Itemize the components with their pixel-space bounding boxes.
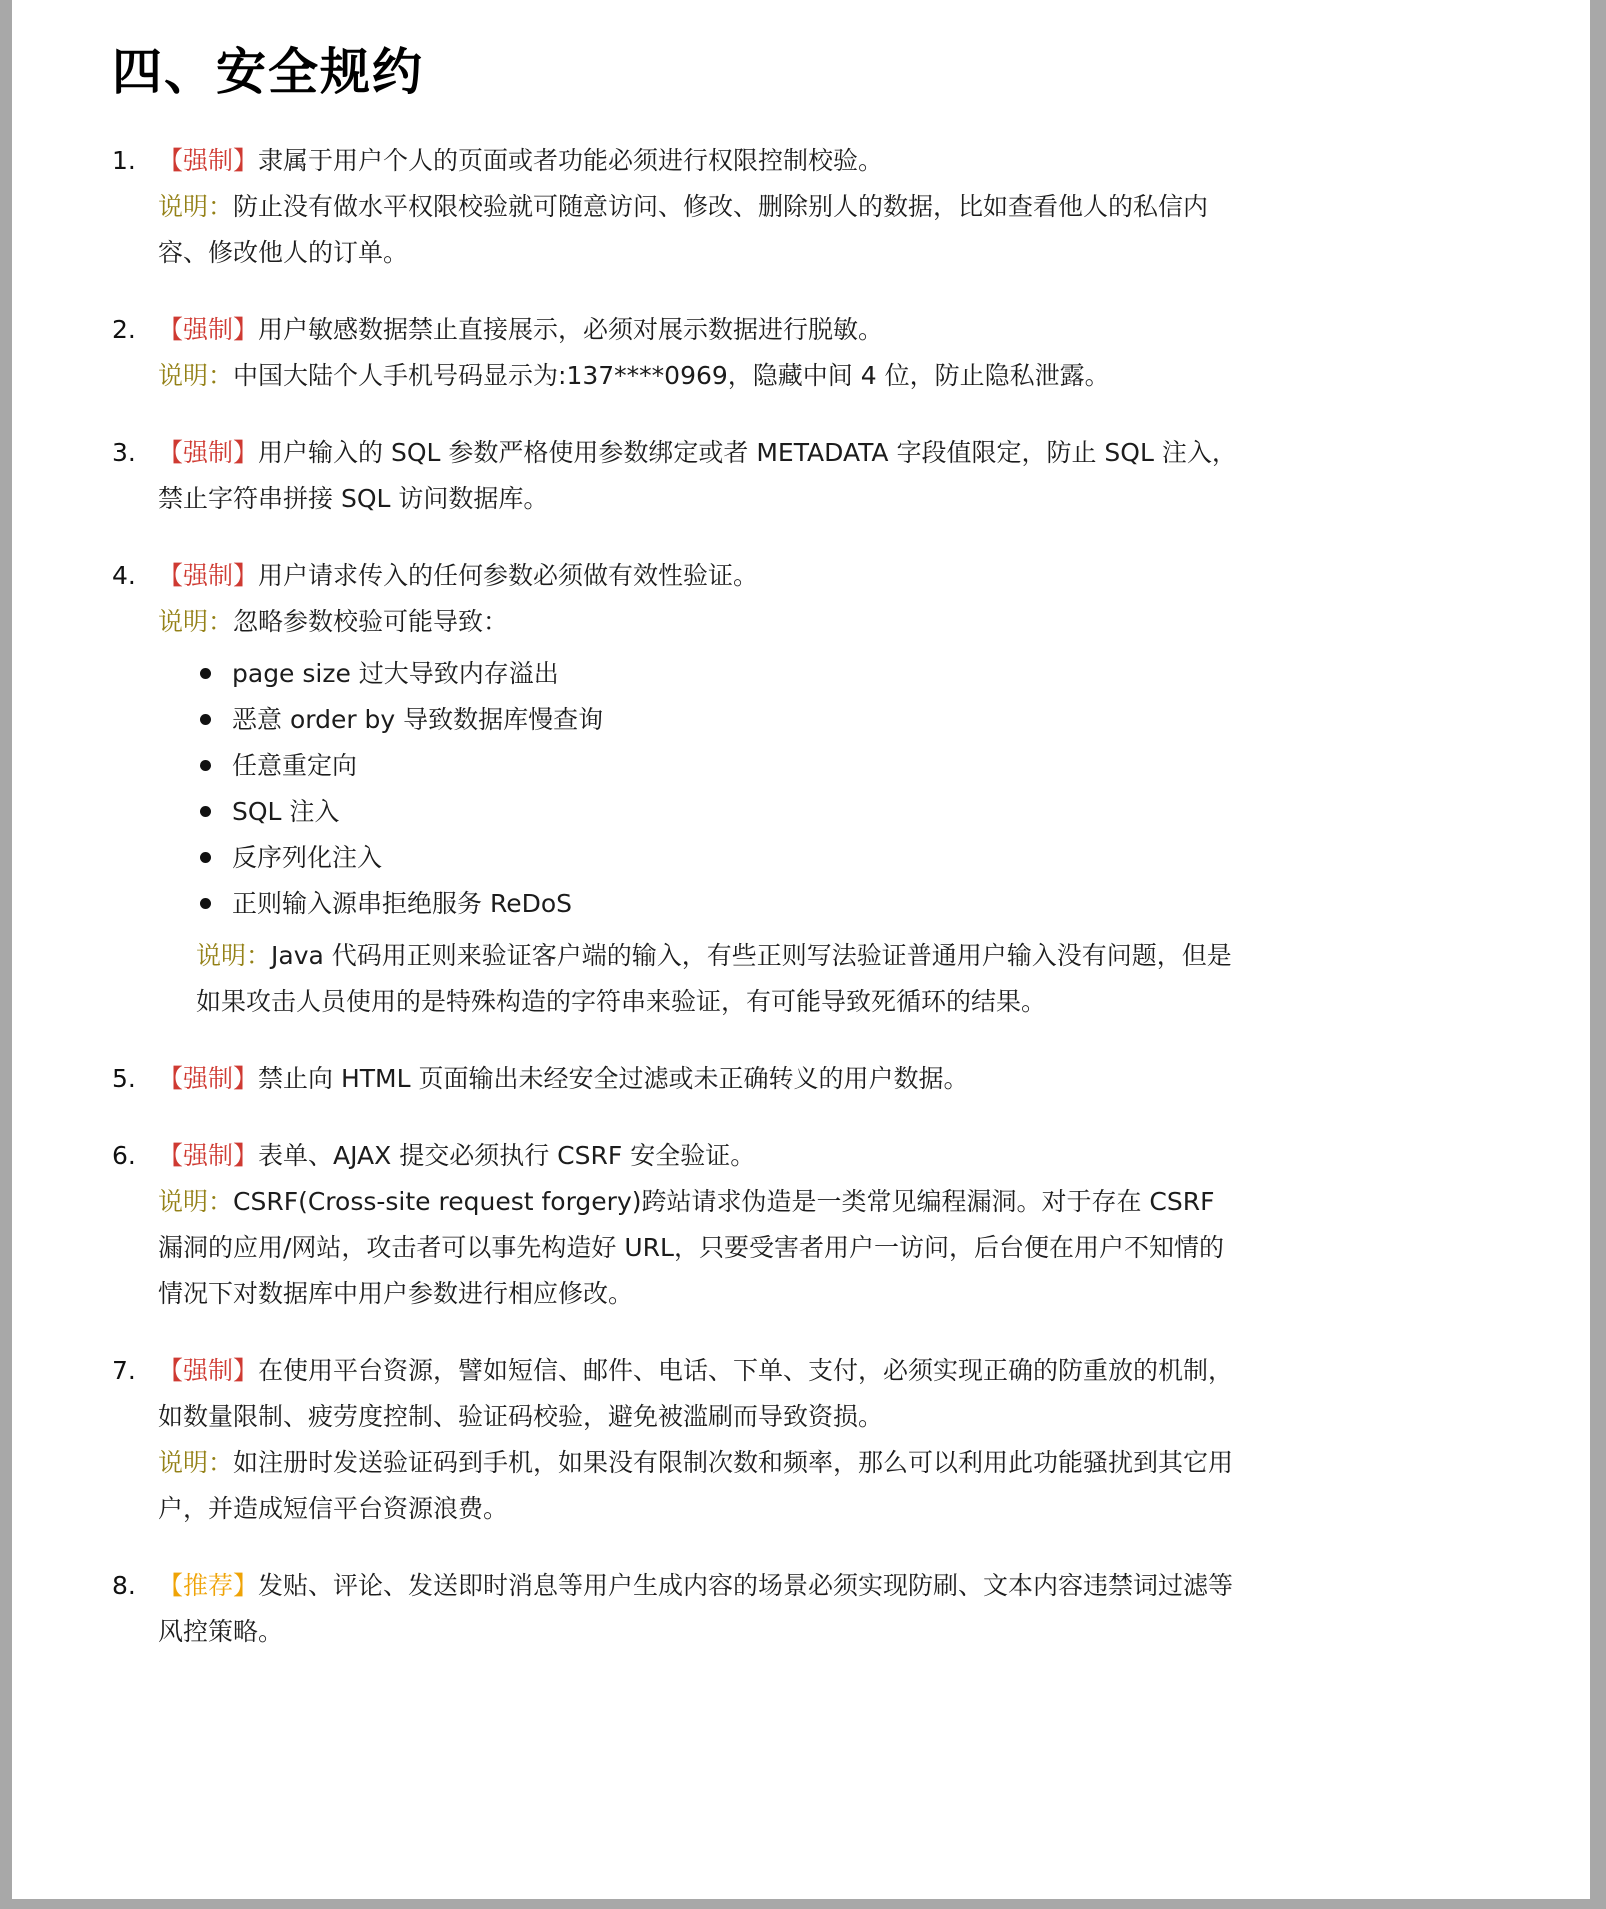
- rule-number: 6.: [112, 1141, 136, 1170]
- rule-number: 4.: [112, 561, 136, 590]
- note-paragraph: [158, 1440, 1238, 1532]
- rule-item: [112, 1056, 1238, 1102]
- mandatory-tag: 【强制】: [158, 1064, 259, 1093]
- note-text: 忽略参数校验可能导致：: [233, 607, 509, 636]
- rule-number: 7.: [112, 1356, 136, 1385]
- note-label: 说明：: [158, 1187, 234, 1216]
- rule-item: [112, 307, 1238, 399]
- rule-text: [158, 138, 1238, 184]
- rule-body: [158, 1563, 1238, 1655]
- rule-body: [158, 1348, 1238, 1532]
- mandatory-tag: 【强制】: [158, 146, 259, 175]
- rule-text: [158, 1563, 1238, 1655]
- rule-body: [158, 307, 1238, 399]
- mandatory-tag: 【强制】: [158, 1141, 259, 1170]
- mandatory-tag: 【强制】: [158, 561, 259, 590]
- rule-body: [158, 553, 1238, 1025]
- note-text: CSRF(Cross-site request forgery)跨站请求伪造是一类常见编程漏洞。对于存在 CSRF 漏洞的应用/网站，攻击者可以事先构造好 URL，只要受害者用户一访问，后台便在用户不知情的情况下对数据库中用户参数进行相应修改。: [158, 1187, 1224, 1308]
- note-paragraph: [158, 599, 1238, 645]
- rule-number: 2.: [112, 315, 136, 344]
- note-text: Java 代码用正则来验证客户端的输入，有些正则写法验证普通用户输入没有问题，但是如果攻击人员使用的是特殊构造的字符串来验证，有可能导致死循环的结果。: [196, 941, 1232, 1016]
- mandatory-tag: 【强制】: [158, 315, 259, 344]
- rule-number: 8.: [112, 1571, 136, 1600]
- note-text: 防止没有做水平权限校验就可随意访问、修改、删除别人的数据，比如查看他人的私信内容、修改他人的订单。: [158, 192, 1209, 267]
- bullet-item: SQL 注入: [198, 789, 1238, 835]
- rule-text: [158, 1348, 1238, 1440]
- note-label: 说明：: [158, 607, 234, 636]
- rule-text-content: 用户输入的 SQL 参数严格使用参数绑定或者 METADATA 字段值限定，防止 SQL 注入，禁止字符串拼接 SQL 访问数据库。: [158, 438, 1237, 513]
- rule-text-content: 在使用平台资源，譬如短信、邮件、电话、下单、支付，必须实现正确的防重放的机制，如数量限制、疲劳度控制、验证码校验，避免被滥刷而导致资损。: [158, 1356, 1234, 1431]
- note-label: 说明：: [158, 361, 234, 390]
- note-paragraph: [158, 353, 1238, 399]
- rule-body: [158, 1056, 1238, 1102]
- rule-item: [112, 430, 1238, 522]
- document-page: [12, 0, 1590, 1899]
- rule-text-content: 发贴、评论、发送即时消息等用户生成内容的场景必须实现防刷、文本内容违禁词过滤等风控策略。: [158, 1571, 1234, 1646]
- note-paragraph: [196, 933, 1238, 1025]
- note-label: 说明：: [196, 941, 272, 970]
- rules-list: [112, 138, 1238, 1655]
- document-content: [12, 32, 1590, 1655]
- rule-number: 3.: [112, 438, 136, 467]
- rule-text: [158, 1056, 1238, 1102]
- note-text: 如注册时发送验证码到手机，如果没有限制次数和频率，那么可以利用此功能骚扰到其它用户，并造成短信平台资源浪费。: [158, 1448, 1234, 1523]
- rule-text: [158, 1133, 1238, 1179]
- rule-text: [158, 430, 1238, 522]
- note-label: 说明：: [158, 192, 234, 221]
- bullet-item: page size 过大导致内存溢出: [198, 651, 1238, 697]
- bullet-item: 恶意 order by 导致数据库慢查询: [198, 697, 1238, 743]
- note-label: 说明：: [158, 1448, 234, 1477]
- rule-text-content: 隶属于用户个人的页面或者功能必须进行权限控制校验。: [258, 146, 884, 175]
- bullet-list: [158, 651, 1238, 927]
- rule-text-content: 用户敏感数据禁止直接展示，必须对展示数据进行脱敏。: [258, 315, 884, 344]
- note-paragraph: [158, 1179, 1238, 1317]
- bullet-item: 任意重定向: [198, 743, 1238, 789]
- rule-text-content: 用户请求传入的任何参数必须做有效性验证。: [258, 561, 759, 590]
- mandatory-tag: 【强制】: [158, 438, 259, 467]
- rule-text-content: 表单、AJAX 提交必须执行 CSRF 安全验证。: [258, 1141, 756, 1170]
- rule-item: [112, 1563, 1238, 1655]
- rule-body: [158, 138, 1238, 276]
- recommended-tag: 【推荐】: [158, 1571, 259, 1600]
- bullet-item: 正则输入源串拒绝服务 ReDoS: [198, 881, 1238, 927]
- note-text: 中国大陆个人手机号码显示为:137****0969，隐藏中间 4 位，防止隐私泄露。: [233, 361, 1110, 390]
- rule-text: [158, 307, 1238, 353]
- page-title: 四、安全规约: [112, 43, 424, 101]
- rule-item: [112, 1348, 1238, 1532]
- rule-number: 1.: [112, 146, 136, 175]
- rule-item: [112, 553, 1238, 1025]
- bullet-item: 反序列化注入: [198, 835, 1238, 881]
- mandatory-tag: 【强制】: [158, 1356, 259, 1385]
- rule-item: [112, 138, 1238, 276]
- rule-body: [158, 1133, 1238, 1317]
- rule-text-content: 禁止向 HTML 页面输出未经安全过滤或未正确转义的用户数据。: [258, 1064, 969, 1093]
- rule-number: 5.: [112, 1064, 136, 1093]
- rule-text: [158, 553, 1238, 599]
- note-paragraph: [158, 184, 1238, 276]
- rule-body: [158, 430, 1238, 522]
- rule-item: [112, 1133, 1238, 1317]
